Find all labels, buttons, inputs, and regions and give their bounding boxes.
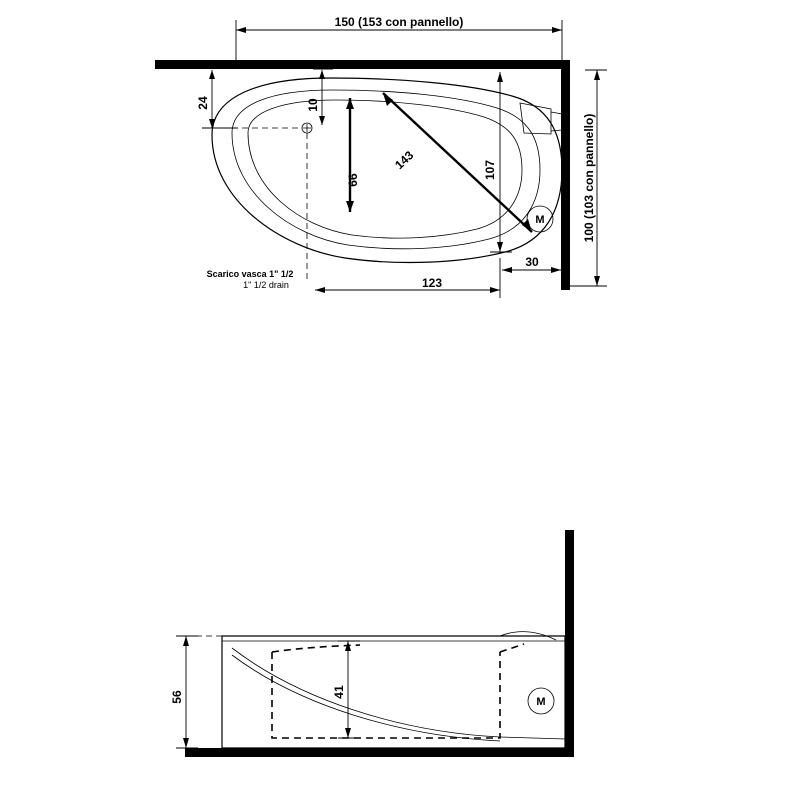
elev-wall-right xyxy=(565,530,574,755)
dim-diagonal xyxy=(383,93,532,232)
dim-overall-depth xyxy=(570,70,607,286)
tub-tap-block xyxy=(551,112,562,131)
dim-right-height-text: 107 xyxy=(483,159,497,181)
drain-label-it: Scarico vasca 1" 1/2 xyxy=(206,269,294,279)
dim-overall-width-text: 150 (153 con pannello) xyxy=(334,15,464,29)
drain-cross xyxy=(303,124,311,132)
plan-wall-top xyxy=(155,60,570,69)
elev-floor xyxy=(185,748,574,757)
elevation-view-group xyxy=(170,530,574,757)
dim-total-height xyxy=(170,636,198,748)
dim-bottom-width xyxy=(315,258,500,298)
elev-tub-body xyxy=(222,636,565,748)
dim-bottom-right xyxy=(502,255,561,273)
dim-bottom-width-text: 123 xyxy=(421,276,443,290)
dim-bottom-right-text: 30 xyxy=(525,255,539,269)
tub-inner-contour-2 xyxy=(248,100,522,238)
motor-label-elev: M xyxy=(536,696,546,708)
dim-top-offset xyxy=(306,69,333,125)
dim-inner-short-text: 66 xyxy=(346,173,360,187)
dim-left-offset-text: 24 xyxy=(196,96,210,110)
drain-label-en: 1" 1/2 drain xyxy=(243,280,289,290)
dim-diagonal-text: 143 xyxy=(392,148,417,173)
plan-view-group xyxy=(155,15,607,298)
dim-inner-height xyxy=(332,641,360,738)
elev-dashed-top-right xyxy=(500,644,524,652)
dim-overall-width xyxy=(236,15,562,60)
dim-top-offset-text: 10 xyxy=(306,98,320,112)
dim-inner-height-text: 41 xyxy=(332,685,346,699)
tub-headrest-detail xyxy=(520,103,551,134)
dim-inner-short xyxy=(346,98,360,212)
motor-label-plan: M xyxy=(535,214,545,226)
elev-wall-left-base xyxy=(185,748,194,757)
dim-overall-depth-text: 100 (103 con pannello) xyxy=(582,113,596,243)
elev-basin-curve xyxy=(232,648,565,739)
elev-dashed-profile xyxy=(272,652,500,738)
dim-total-height-text: 56 xyxy=(170,690,184,704)
